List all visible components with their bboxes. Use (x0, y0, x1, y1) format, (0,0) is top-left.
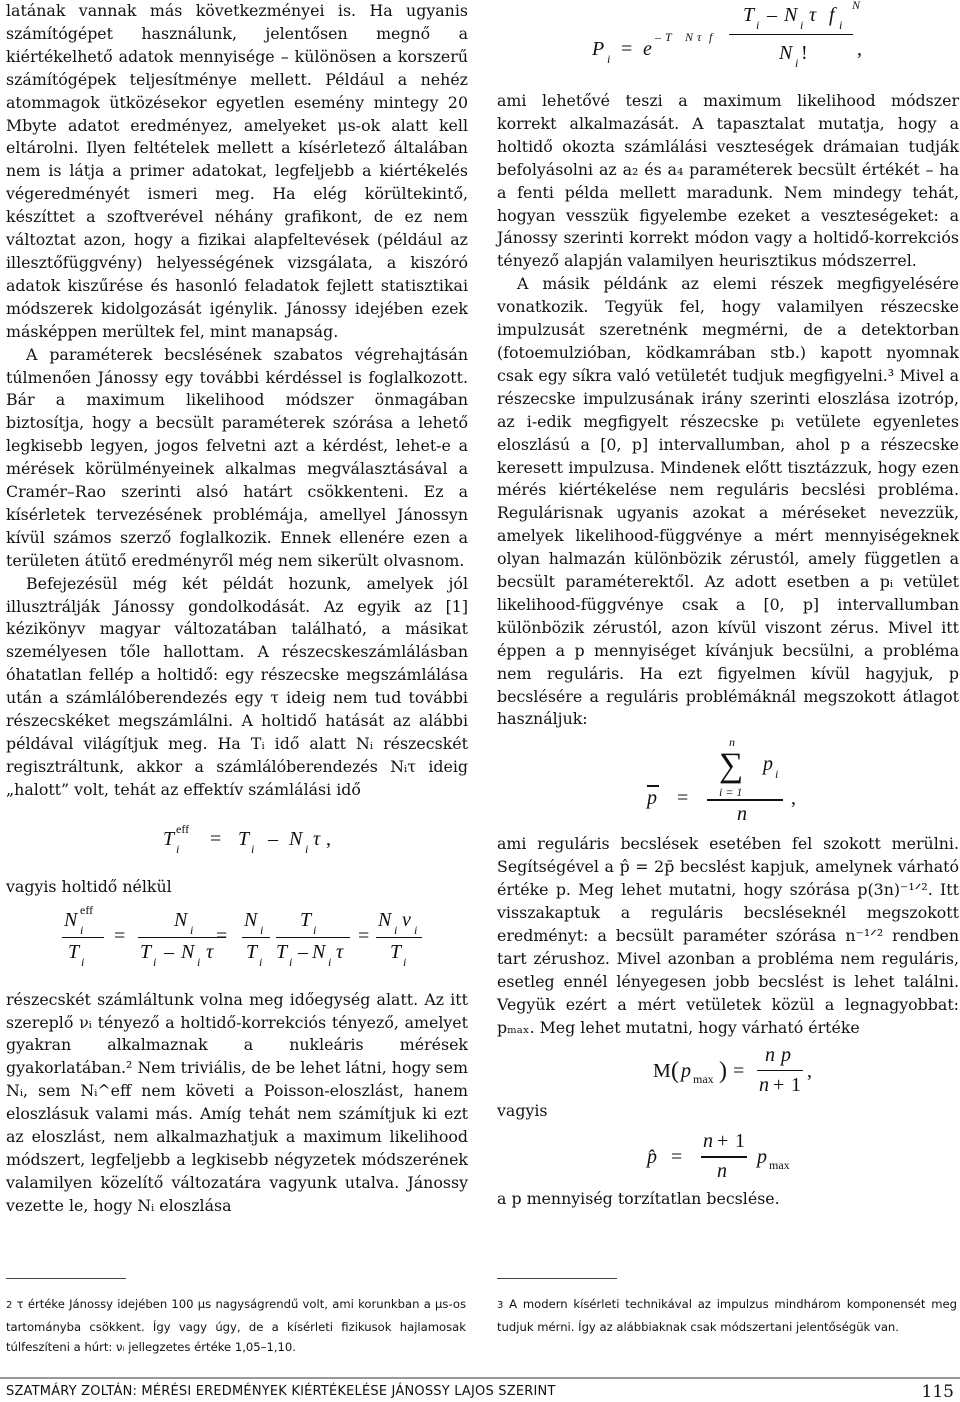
eq-symbol: N (174, 908, 188, 931)
paragraph: ami lehetővé teszi a maximum likelihood módszer korrekt alkalmazását. A tapasztalat mutatja, hogy a holtidő okozta számlálási veszteségek drámaian tudják befolyásolni az a₂ és a₄ paraméterek becsült értékét – ha a fenti példa mellett maradunk. Nem mindegy tehát, hogyan vesszük figyelembe ezeket a veszteségeket: a Jánossy szerinti korrekt módon vagy a holtidő-korrekciós tényező alapján valamilyen heurisztikus módszerrel. (497, 91, 959, 271)
footnote-text: A modern kísérleti technikával az impulzus mindhárom komponensét meg tudjuk mérni. Így az alábbiaknak csak módszertani jelentőségük van. (497, 1297, 958, 1334)
paragraph: ami reguláris becslések esetében fel szokott merülni. Segítségével a p̂ = 2p̄ becslést kapjuk, amelynek várható értéke p. Meg lehet mutatni, hogy szórása p(3n)⁻¹ᐟ². Itt visszakaptuk a reguláris becsléseknél megszokott eredményt: a becsült paraméter szórása n⁻¹ᐟ² rendben tart zérushoz. Mivel azonban a probléma nem reguláris, esetleg ennél lényegesen jobb becslést is lehet találni. Vegyük ezért a mért vetületek közül a legnagyobbat: pₘₐₓ. Meg lehet mutatni, hogy várható értéke (497, 834, 959, 1037)
eq-symbol: n (759, 1073, 769, 1096)
eq-subscript: i (414, 922, 418, 937)
eq-symbol: p (763, 753, 773, 776)
eq-symbol: N (244, 908, 258, 931)
eq-symbol: T (140, 940, 152, 963)
eq-symbol: τ (336, 940, 344, 963)
eq-superscript: τ (697, 30, 702, 44)
eq-superscript: N (685, 30, 694, 44)
equation-deadtime-rate (6, 899, 468, 983)
eq-subscript: i (403, 954, 407, 969)
eq-superscript: eff (176, 821, 190, 836)
eq-one: 1 (791, 1073, 801, 1096)
eq-equals: = (216, 924, 228, 947)
eq-equals: = (677, 787, 689, 810)
eq-symbol: n (737, 803, 747, 826)
eq-symbol: T (390, 940, 402, 963)
eq-subscript: i (775, 767, 779, 782)
eq-symbol: e (643, 38, 652, 60)
paragraph: vagyis holtidő nélkül (6, 876, 172, 896)
eq-symbol: N (779, 42, 793, 64)
eq-superscript: T (665, 30, 672, 44)
page-number: 115 (921, 1382, 954, 1402)
eq-superscript: N (852, 0, 861, 12)
eq-equals: = (358, 924, 370, 947)
footnote-2 (6, 1294, 466, 1358)
footnote-marker: 2 (6, 1300, 13, 1311)
eq-symbol: T (238, 827, 250, 850)
eq-equals: = (671, 1146, 683, 1169)
paragraph: A paraméterek becslésének szabatos végrehajtásán túlmenően Jánossy egy további kérdéssel is foglalkozott. Bár a maximum likelihood módszer önmagában biztosítja, hogy a becsült paraméterek szórása a lehető legkisebb legyen, jogos felvetni azt a kérdést, lehet-e a mérések körülményeinek alkalmas megválasztásával a Cramér–Rao szerinti alsó határt csökkenteni. Ez a kísérletek tervezésének problémája, amellyel Jánossyn kívül számos szerző foglalkozik. Ennek ellenére ezen a területen átütő eredményről még nem sikerült olvasnom. (6, 344, 468, 570)
eq-subscript: i (795, 56, 799, 70)
eq-sum-lower: i = 1 (719, 785, 743, 800)
paragraph: a p mennyiség torzítatlan becslése. (497, 1189, 780, 1209)
eq-subscript: i (289, 954, 293, 969)
equation-unbiased-estimate (497, 1122, 959, 1188)
footnote-3 (497, 1294, 957, 1337)
equation-expected-max: M ( p max ) = n p n + 1 , (653, 1043, 812, 1096)
footnote-marker: 3 (497, 1300, 504, 1311)
eq-subscript: i (800, 18, 804, 32)
left-column (6, 0, 468, 1218)
right-column (497, 0, 959, 1211)
eq-symbol: T (743, 4, 755, 26)
footnote-rule (6, 1278, 126, 1279)
eq-one: 1 (735, 1130, 745, 1153)
eq-subscript: i (313, 922, 317, 937)
eq-factorial: ! (801, 42, 808, 64)
eq-subscript: i (839, 18, 843, 32)
eq-sum-upper: n (729, 735, 735, 750)
footnote-text: τ értéke Jánossy idejében 100 μs nagyságrendű volt, ami korunkban a μs-os tartományba csökkent. Így vagy úgy, de a kísérleti fizikusok hajlamosak túlfeszíteni a húrt: νᵢ jellegzetes értéke 1,05–1,10. (6, 1297, 466, 1354)
footnote-rule (497, 1278, 617, 1279)
eq-symbol: N (289, 827, 303, 850)
eq-symbol: p (757, 1146, 767, 1169)
eq-subscript: i (176, 841, 180, 856)
eq-symbol: N (784, 4, 798, 26)
eq-subscript: i (328, 954, 332, 969)
eq-subscript: i (259, 954, 263, 969)
eq-superscript: – (655, 30, 661, 44)
eq-equals: = (210, 827, 222, 850)
eq-superscript: f (709, 30, 713, 44)
eq-plus: + (773, 1073, 785, 1096)
eq-symbol: τ (206, 940, 214, 963)
eq-equals: = (733, 1059, 745, 1082)
footer-rule (0, 1377, 960, 1379)
eq-symbol: N (181, 940, 195, 963)
eq-symbol: p̂ (647, 1146, 657, 1169)
eq-subscript: i (81, 954, 85, 969)
eq-subscript: i (190, 922, 194, 937)
eq-symbol: p (781, 1043, 791, 1066)
eq-subscript: i (394, 922, 398, 937)
eq-minus: – (164, 940, 174, 963)
eq-subscript: i (153, 954, 157, 969)
eq-subscript: i (197, 954, 201, 969)
eq-subscript: max (769, 1158, 790, 1173)
eq-subscript: i (80, 922, 84, 937)
paragraph: latának vannak más következményei is. Ha ugyanis számítógépet használunk, jelentősen megnő a kiértékelhető adatok mennyisége – különösen a korszerű számítógépek teljesítménye mellett. Például a nehéz atommagok ütközésekor egyetlen esemény mintegy 20 Mbyte adatot eredményez, amelyeket μs-ok alatt kell eltárolni. Ilyen feltételek mellett a kísérletező általában nem is látja a primer adatokat, legfeljebb a kiértékelés végeredményét ismeri meg. Ha elég körültekintő, készíttet a szoftverével néhány grafikont, de ez nem változtat azon, hogy a fizikai alapfeltevések (például az illesztőfüggvény) helyességének vizsgálata, a kiszóró adatok kiszűrése és hasonló feladatok fejlett statisztikai módszerek kidolgozását igénylik. Jánossy idejében ezek másképpen merültek fel, mint manapság. (6, 1, 468, 341)
eq-symbol: P (592, 38, 605, 60)
equation-mean-projection (497, 731, 959, 827)
eq-subscript: i (251, 841, 255, 856)
eq-symbol: T (68, 940, 80, 963)
eq-symbol: f (829, 4, 835, 26)
eq-plus: + (717, 1130, 729, 1153)
eq-minus: – (767, 4, 777, 26)
eq-symbol: n (717, 1160, 727, 1183)
eq-equals: = (621, 38, 633, 60)
eq-comma: , (326, 827, 331, 850)
eq-subscript: i (756, 18, 760, 32)
eq-symbol: T (276, 940, 288, 963)
paragraph: részecskét számláltunk volna meg időegység alatt. Az itt szereplő νᵢ tényező a holtidő-korrekciós tényező, amelyet gyakran alkalmaznak a nukleáris mérések gyakorlatában.² Nem triviális, de be lehet látni, hogy sem Nᵢ, sem Nᵢ^eff nem követi a Poisson-eloszlást, hanem eloszlásuk valami más. Amíg tehát nem számítjuk ki ezt az eloszlást, nem alkalmazhatjuk a maximum likelihood módszert, legfeljebb a legkisebb négyzetek módszerének valamilyen közelítő változatára vagyunk utalva. Jánossy vezette le, hogy Nᵢ eloszlása (6, 989, 468, 1215)
equation-effective-time (6, 802, 468, 874)
equation-probability (497, 0, 959, 90)
paragraph: A másik példánk az elemi részek megfigyelésére vonatkozik. Tegyük fel, hogy valamilyen részecske impulzusát szeretnénk megmérni, de a detektorban (fotoemulzióban, ködkamrában stb.) kapott nyomnak csak egy síkra való vetületét tudjuk megfigyelni.³ Mivel a részecske impulzusának irány szerinti eloszlása izotróp, az i-edik megfigyelt részecske pᵢ vetülete egyenletes eloszlású a [0, p] intervallumban, ahol p a részecske keresett impulzusa. Mindenek előtt tisztázzuk, hogy ezen mérés kiértékelése nem reguláris becslési probléma. Regulárisnak ugyanis azokat a méréseket nevezzük, amelyek likelihood-függvénye a mért mennyiségeknek olyan halmazán különbözik zérustól, amely független a becsült paraméterektől. Az adott esetben a pᵢ vetület likelihood-függvénye csak a [0, p] intervallumban különbözik zérustól, azon kívül viszont zérus. Mivel itt éppen a p mennyiséget kívánjuk becsülni, a probléma nem reguláris. Ha ezt figyelmen kívül hagyjuk, p becslésére a reguláris problémáknál megszokott átlagot használjuk: (497, 274, 959, 729)
eq-symbol: N (64, 908, 78, 931)
paragraph: vagyis (497, 1100, 548, 1120)
eq-symbol: n (703, 1130, 713, 1153)
eq-minus: – (268, 827, 278, 850)
eq-symbol: τ (809, 4, 817, 26)
eq-symbol: ν (402, 908, 411, 931)
eq-minus: – (298, 940, 308, 963)
eq-symbol: p (681, 1059, 691, 1082)
eq-symbol: M (653, 1059, 671, 1082)
paragraph: Befejezésül még két példát hozunk, amelyek jól illusztrálják Jánossy gondolkodását. Az egyik az [1] kézikönyv magyar változatában található, a másikat személyesen tőle hallottam. A részecskeszámlálásban óhatatlan fellép a holtidő: egy részecske megszámlálása után a számlálóberendezés egy τ ideig nem tud további részecskéket megszámlálni. A holtidő hatását az alábbi példával világítjuk meg. Ha Tᵢ idő alatt Nᵢ részecskét regisztráltunk, akkor a számlálóberendezés Nᵢτ ideig „halott” volt, tehát az effektív számlálási idő (6, 573, 468, 799)
eq-symbol: T (246, 940, 258, 963)
eq-subscript: i (305, 841, 309, 856)
eq-symbol: p (647, 787, 657, 810)
eq-symbol: N (312, 940, 326, 963)
eq-symbol: n (765, 1043, 775, 1066)
eq-comma: , (791, 787, 796, 810)
eq-comma: , (807, 1059, 812, 1082)
eq-symbol: N (378, 908, 392, 931)
eq-subscript: max (693, 1071, 714, 1086)
eq-subscript: i (607, 52, 611, 66)
eq-symbol: T (300, 908, 312, 931)
eq-superscript: eff (80, 902, 94, 917)
eq-symbol: τ (313, 827, 321, 850)
running-title: SZATMÁRY ZOLTÁN: MÉRÉSI EREDMÉNYEK KIÉRTÉKELÉSE JÁNOSSY LAJOS SZERINT (6, 1384, 556, 1399)
eq-sum: ∑ (719, 747, 744, 785)
eq-comma: , (857, 38, 862, 60)
eq-equals: = (114, 924, 126, 947)
eq-subscript: i (260, 922, 264, 937)
eq-symbol: T (163, 827, 175, 850)
